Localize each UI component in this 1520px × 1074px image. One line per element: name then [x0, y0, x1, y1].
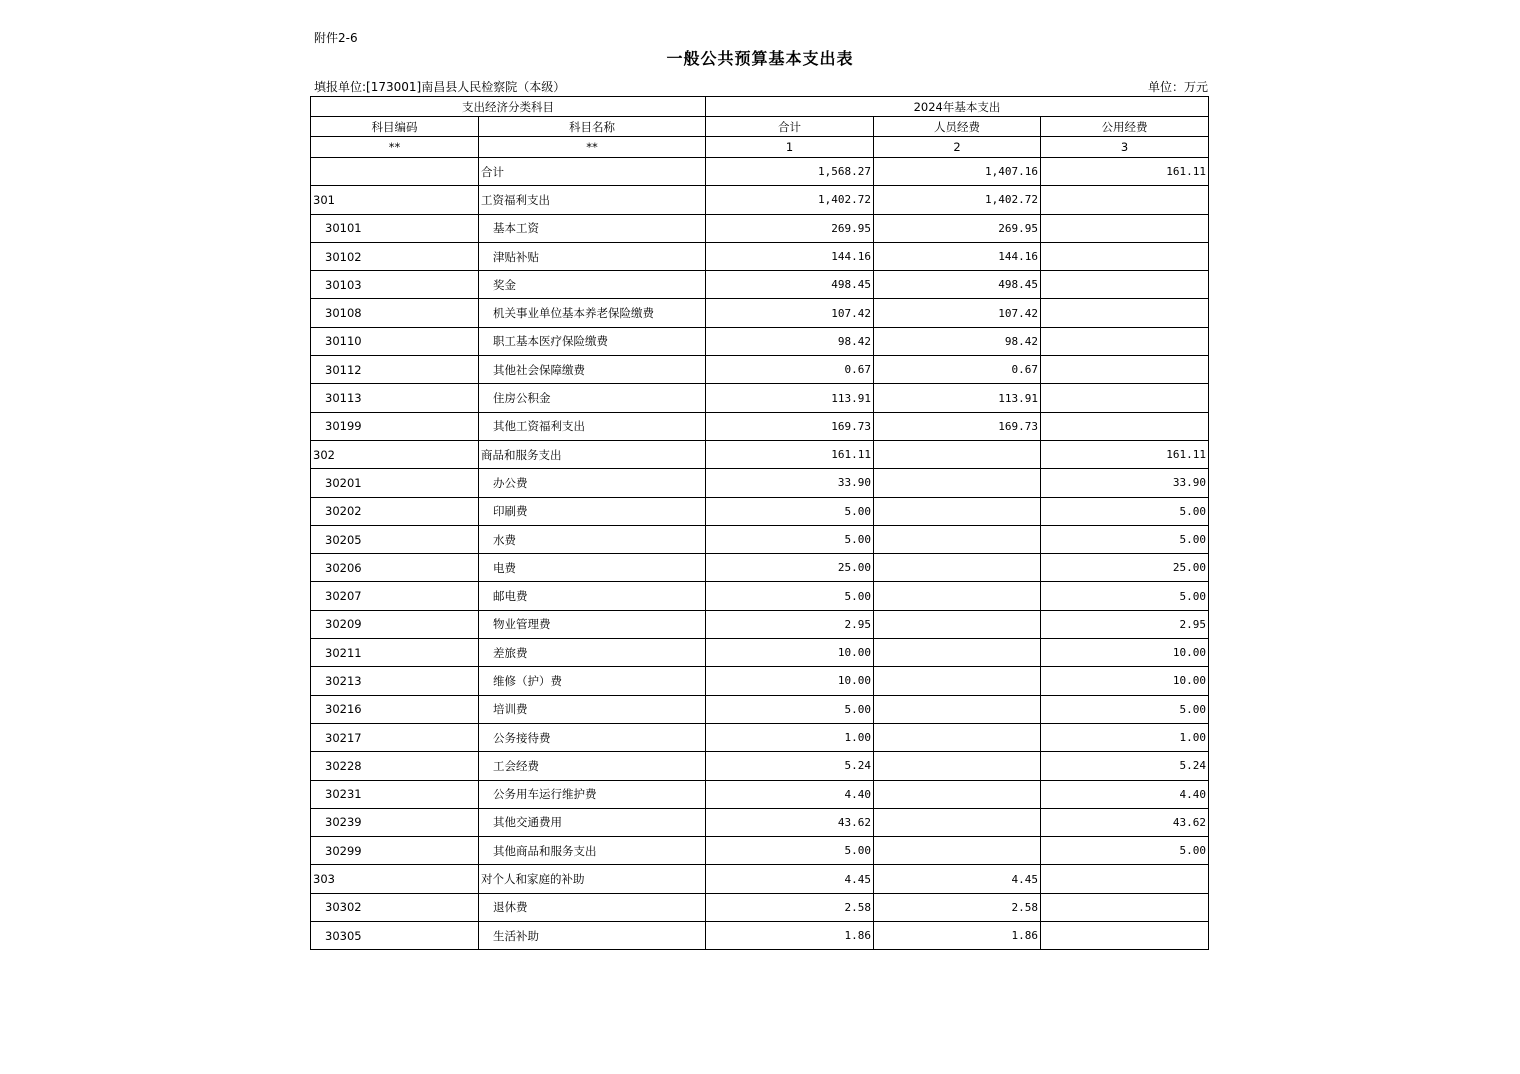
cell-code: 303 [311, 865, 479, 893]
cell-name: 基本工资 [479, 214, 706, 242]
header-code: 科目编码 [311, 117, 479, 137]
cell-total: 5.00 [706, 525, 874, 553]
cell-name: 公务用车运行维护费 [479, 780, 706, 808]
cell-personnel: 1.86 [874, 922, 1041, 950]
table-row [311, 582, 1209, 610]
cell-name: 工资福利支出 [479, 186, 706, 214]
cell-public: 1.00 [1041, 723, 1209, 751]
table-row [311, 667, 1209, 695]
cell-code: 301 [311, 186, 479, 214]
cell-public [1041, 922, 1209, 950]
cell-public: 4.40 [1041, 780, 1209, 808]
table-row [311, 610, 1209, 638]
table-row [311, 865, 1209, 893]
header-name: 科目名称 [479, 117, 706, 137]
cell-personnel [874, 639, 1041, 667]
cell-personnel: 0.67 [874, 356, 1041, 384]
cell-total: 33.90 [706, 469, 874, 497]
cell-name: 办公费 [479, 469, 706, 497]
cell-code: 30207 [311, 582, 479, 610]
cell-personnel [874, 837, 1041, 865]
cell-code: 30216 [311, 695, 479, 723]
cell-name: 邮电费 [479, 582, 706, 610]
cell-name: 机关事业单位基本养老保险缴费 [479, 299, 706, 327]
cell-name: 电费 [479, 554, 706, 582]
cell-total: 4.45 [706, 865, 874, 893]
index-name: ** [479, 137, 706, 158]
cell-total: 98.42 [706, 327, 874, 355]
cell-personnel [874, 497, 1041, 525]
cell-code: 30239 [311, 808, 479, 836]
cell-personnel: 169.73 [874, 412, 1041, 440]
header-economic-classification: 支出经济分类科目 [311, 97, 706, 117]
cell-personnel [874, 808, 1041, 836]
table-row [311, 412, 1209, 440]
cell-total: 1.00 [706, 723, 874, 751]
cell-personnel: 1,407.16 [874, 158, 1041, 186]
cell-public: 161.11 [1041, 158, 1209, 186]
cell-public: 5.00 [1041, 525, 1209, 553]
cell-personnel [874, 469, 1041, 497]
cell-code: 302 [311, 440, 479, 468]
header-public: 公用经费 [1041, 117, 1209, 137]
cell-total: 5.00 [706, 497, 874, 525]
cell-total: 1,402.72 [706, 186, 874, 214]
table-row [311, 723, 1209, 751]
cell-personnel [874, 440, 1041, 468]
cell-code: 30113 [311, 384, 479, 412]
table-row [311, 384, 1209, 412]
cell-public [1041, 893, 1209, 921]
table-row [311, 242, 1209, 270]
cell-personnel [874, 667, 1041, 695]
cell-public [1041, 299, 1209, 327]
cell-personnel [874, 525, 1041, 553]
index-public: 3 [1041, 137, 1209, 158]
cell-name: 培训费 [479, 695, 706, 723]
cell-total: 1,568.27 [706, 158, 874, 186]
cell-public [1041, 327, 1209, 355]
cell-name: 工会经费 [479, 752, 706, 780]
cell-name: 其他商品和服务支出 [479, 837, 706, 865]
cell-name: 商品和服务支出 [479, 440, 706, 468]
table-row [311, 469, 1209, 497]
index-personnel: 2 [874, 137, 1041, 158]
table-body [311, 158, 1209, 950]
cell-public: 10.00 [1041, 639, 1209, 667]
cell-public [1041, 242, 1209, 270]
cell-public: 2.95 [1041, 610, 1209, 638]
table-row [311, 922, 1209, 950]
cell-public [1041, 356, 1209, 384]
table-row [311, 752, 1209, 780]
cell-code: 30202 [311, 497, 479, 525]
cell-personnel [874, 610, 1041, 638]
cell-personnel [874, 723, 1041, 751]
cell-code: 30305 [311, 922, 479, 950]
cell-total: 43.62 [706, 808, 874, 836]
cell-total: 113.91 [706, 384, 874, 412]
cell-personnel: 144.16 [874, 242, 1041, 270]
cell-code: 30213 [311, 667, 479, 695]
cell-code: 30101 [311, 214, 479, 242]
cell-name: 水费 [479, 525, 706, 553]
cell-public [1041, 271, 1209, 299]
cell-public [1041, 865, 1209, 893]
cell-personnel: 498.45 [874, 271, 1041, 299]
cell-personnel [874, 695, 1041, 723]
cell-name: 其他工资福利支出 [479, 412, 706, 440]
cell-code: 30206 [311, 554, 479, 582]
cell-name: 维修（护）费 [479, 667, 706, 695]
cell-name: 差旅费 [479, 639, 706, 667]
table-row [311, 356, 1209, 384]
cell-total: 1.86 [706, 922, 874, 950]
header-index-row [311, 137, 1209, 158]
cell-name: 津贴补贴 [479, 242, 706, 270]
cell-name: 住房公积金 [479, 384, 706, 412]
table-row [311, 214, 1209, 242]
cell-public [1041, 412, 1209, 440]
cell-total: 161.11 [706, 440, 874, 468]
cell-total: 144.16 [706, 242, 874, 270]
filler-unit: 填报单位:[173001]南昌县人民检察院（本级） [314, 80, 566, 94]
cell-total: 269.95 [706, 214, 874, 242]
cell-total: 2.58 [706, 893, 874, 921]
cell-total: 498.45 [706, 271, 874, 299]
budget-table [310, 96, 1209, 950]
cell-code: 30103 [311, 271, 479, 299]
cell-public: 161.11 [1041, 440, 1209, 468]
table-row [311, 554, 1209, 582]
table-row [311, 299, 1209, 327]
header-personnel: 人员经费 [874, 117, 1041, 137]
cell-name: 公务接待费 [479, 723, 706, 751]
cell-code: 30228 [311, 752, 479, 780]
cell-public [1041, 186, 1209, 214]
cell-public: 5.24 [1041, 752, 1209, 780]
cell-code: 30201 [311, 469, 479, 497]
cell-total: 2.95 [706, 610, 874, 638]
cell-name: 其他交通费用 [479, 808, 706, 836]
cell-public: 25.00 [1041, 554, 1209, 582]
header-column-row [311, 117, 1209, 137]
cell-total: 107.42 [706, 299, 874, 327]
cell-total: 0.67 [706, 356, 874, 384]
cell-personnel [874, 582, 1041, 610]
table-row [311, 327, 1209, 355]
cell-personnel: 107.42 [874, 299, 1041, 327]
cell-total: 5.24 [706, 752, 874, 780]
cell-code: 30231 [311, 780, 479, 808]
header-total: 合计 [706, 117, 874, 137]
page-title: 一般公共预算基本支出表 [666, 49, 854, 68]
cell-public: 10.00 [1041, 667, 1209, 695]
table-row [311, 837, 1209, 865]
cell-public: 5.00 [1041, 837, 1209, 865]
cell-code [311, 158, 479, 186]
cell-name: 对个人和家庭的补助 [479, 865, 706, 893]
cell-code: 30211 [311, 639, 479, 667]
cell-public: 5.00 [1041, 497, 1209, 525]
table-row [311, 808, 1209, 836]
cell-total: 5.00 [706, 695, 874, 723]
cell-public: 5.00 [1041, 695, 1209, 723]
cell-name: 合计 [479, 158, 706, 186]
table-row [311, 695, 1209, 723]
cell-code: 30205 [311, 525, 479, 553]
table-row [311, 440, 1209, 468]
table-row [311, 525, 1209, 553]
cell-name: 奖金 [479, 271, 706, 299]
table-row [311, 497, 1209, 525]
cell-personnel [874, 554, 1041, 582]
cell-total: 5.00 [706, 837, 874, 865]
table-row [311, 186, 1209, 214]
cell-personnel: 113.91 [874, 384, 1041, 412]
cell-total: 4.40 [706, 780, 874, 808]
cell-public [1041, 214, 1209, 242]
cell-personnel: 98.42 [874, 327, 1041, 355]
cell-total: 10.00 [706, 639, 874, 667]
cell-code: 30302 [311, 893, 479, 921]
index-code: ** [311, 137, 479, 158]
table-row [311, 158, 1209, 186]
cell-name: 其他社会保障缴费 [479, 356, 706, 384]
cell-code: 30199 [311, 412, 479, 440]
table-row [311, 893, 1209, 921]
cell-personnel: 269.95 [874, 214, 1041, 242]
cell-public: 43.62 [1041, 808, 1209, 836]
cell-name: 物业管理费 [479, 610, 706, 638]
cell-public [1041, 384, 1209, 412]
cell-personnel [874, 780, 1041, 808]
cell-name: 职工基本医疗保险缴费 [479, 327, 706, 355]
cell-public: 33.90 [1041, 469, 1209, 497]
cell-code: 30217 [311, 723, 479, 751]
header-basic-expenditure: 2024年基本支出 [706, 97, 1209, 117]
index-total: 1 [706, 137, 874, 158]
table-row [311, 271, 1209, 299]
cell-public: 5.00 [1041, 582, 1209, 610]
attachment-label: 附件2-6 [314, 31, 358, 45]
currency-unit: 单位：万元 [1147, 80, 1208, 94]
cell-name: 生活补助 [479, 922, 706, 950]
cell-code: 30108 [311, 299, 479, 327]
table-row [311, 780, 1209, 808]
cell-total: 169.73 [706, 412, 874, 440]
cell-total: 25.00 [706, 554, 874, 582]
cell-personnel: 2.58 [874, 893, 1041, 921]
cell-code: 30102 [311, 242, 479, 270]
cell-name: 退休费 [479, 893, 706, 921]
table-row [311, 639, 1209, 667]
cell-name: 印刷费 [479, 497, 706, 525]
cell-personnel: 1,402.72 [874, 186, 1041, 214]
cell-code: 30110 [311, 327, 479, 355]
cell-personnel [874, 752, 1041, 780]
cell-code: 30299 [311, 837, 479, 865]
cell-code: 30209 [311, 610, 479, 638]
cell-total: 5.00 [706, 582, 874, 610]
cell-code: 30112 [311, 356, 479, 384]
cell-personnel: 4.45 [874, 865, 1041, 893]
header-group-row [311, 97, 1209, 117]
cell-total: 10.00 [706, 667, 874, 695]
